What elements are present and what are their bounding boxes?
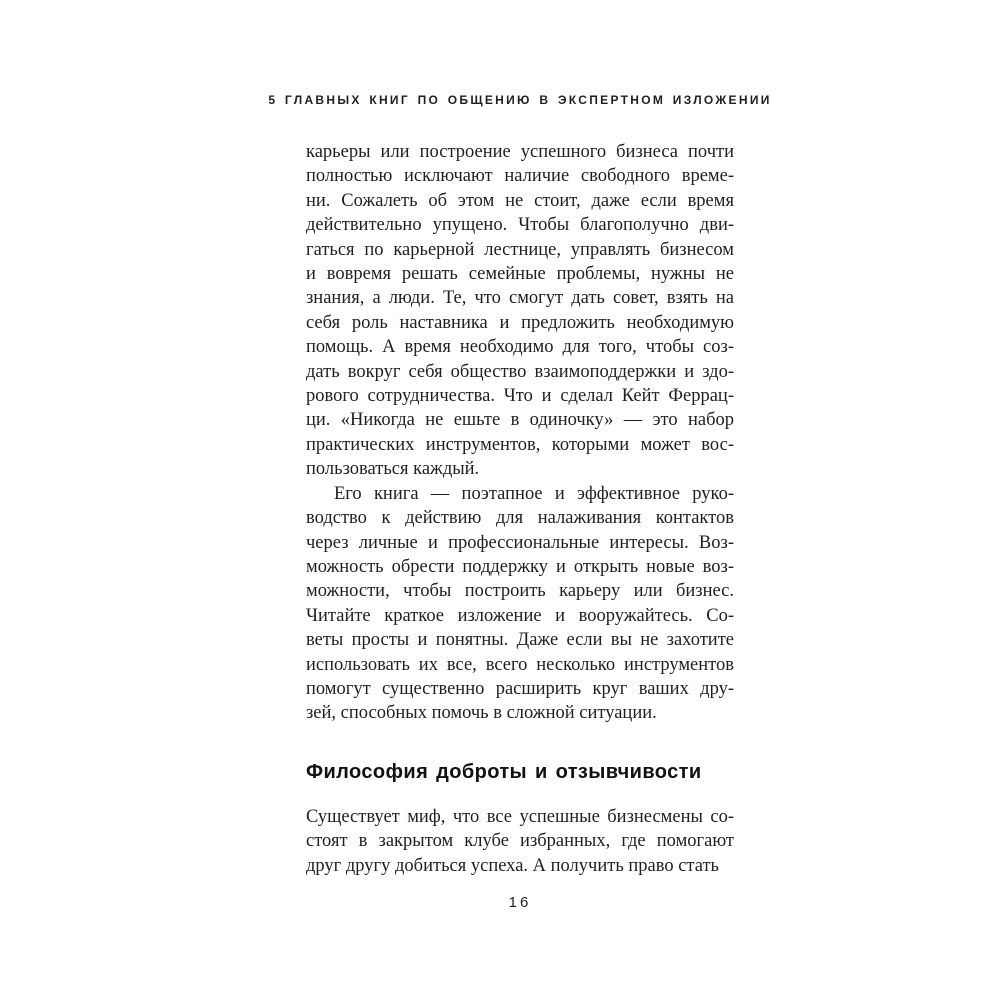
- section-heading: Философия доброты и отзывчивости: [306, 760, 702, 783]
- text-line: водство к действию для налаживания контактов: [306, 508, 734, 529]
- text-line: зей, способных помочь в сложной ситуации.: [306, 703, 657, 724]
- text-column: [268, 0, 772, 1000]
- text-line: можность обрести поддержку и открыть новые воз-: [306, 556, 734, 577]
- paragraph: [306, 805, 734, 878]
- text-line: Существует миф, что все успешные бизнесмены со-: [306, 806, 734, 827]
- text-line: друг другу добиться успеха. А получить право стать: [306, 855, 719, 876]
- running-header: 5 ГЛАВНЫХ КНИГ ПО ОБЩЕНИЮ В ЭКСПЕРТНОМ ИЗЛОЖЕНИИ: [268, 93, 772, 107]
- paragraph: [306, 140, 734, 482]
- text-line: карьеры или построение успешного бизнеса почти: [306, 142, 734, 162]
- text-line: практических инструментов, которыми может вос-: [306, 434, 734, 455]
- text-line: знания, а люди. Те, что смогут дать совет, взять на: [306, 288, 734, 309]
- text-line: Читайте краткое изложение и вооружайтесь. Со-: [306, 605, 734, 626]
- text-line: через личные и профессиональные интересы. Воз-: [306, 532, 734, 553]
- paragraph: [306, 482, 734, 726]
- text-line: и вовремя решать семейные проблемы, нужны не: [306, 264, 734, 285]
- text-line: дать вокруг себя общество взаимоподдержки и здо-: [306, 361, 734, 382]
- text-line: веты просты и понятны. Даже если вы не захотите: [306, 630, 734, 651]
- text-line: себя роль наставника и предложить необходимую: [306, 312, 734, 333]
- text-line: стоят в закрытом клубе избранных, где помогают: [306, 831, 734, 852]
- text-line: помогут существенно расширить круг ваших дру-: [306, 678, 734, 699]
- text-line: ци. «Никогда не ешьте в одиночку» — это набор: [306, 410, 734, 431]
- text-line: действительно упущено. Чтобы благополучно дви-: [306, 215, 734, 236]
- text-line: рового сотрудничества. Что и сделал Кейт Феррац-: [306, 386, 734, 407]
- text-line: гаться по карьерной лестнице, управлять бизнесом: [306, 239, 734, 260]
- text-line: пользоваться каждый.: [306, 459, 480, 480]
- text-line: можности, чтобы построить карьеру или бизнес.: [306, 581, 734, 602]
- text-line: Его книга — поэтапное и эффективное руко-: [334, 483, 734, 504]
- page-number: 16: [508, 894, 532, 911]
- text-line: полностью исключают наличие свободного време-: [306, 166, 734, 187]
- text-line: помощь. А время необходимо для того, чтобы соз-: [306, 337, 734, 358]
- text-line: использовать их все, всего несколько инструментов: [306, 654, 734, 675]
- text-line: ни. Сожалеть об этом не стоит, даже если время: [306, 190, 734, 211]
- body-text: [306, 140, 734, 878]
